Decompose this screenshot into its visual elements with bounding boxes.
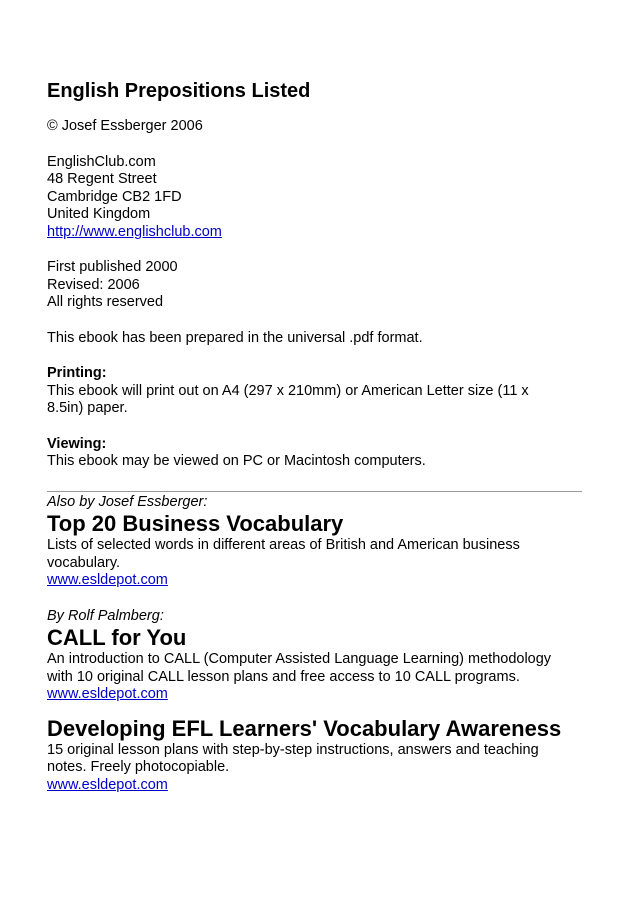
address-line: Cambridge CB2 1FD (47, 188, 182, 205)
viewing-text: This ebook may be viewed on PC or Macintosh computers. (47, 453, 426, 469)
book-byline: By Rolf Palmberg: (47, 607, 164, 624)
publication-info (47, 259, 582, 312)
book-description-line: 15 original lesson plans with step-by-step instructions, answers and teaching (47, 741, 539, 758)
address-line: United Kingdom (47, 206, 151, 222)
publisher-address (47, 154, 582, 242)
publisher-url-link[interactable]: http://www.englishclub.com (47, 223, 222, 240)
copyright: © Josef Essberger 2006 (47, 118, 203, 134)
revised-date: Revised: 2006 (47, 276, 140, 293)
book-title: Top 20 Business Vocabulary (47, 511, 344, 536)
address-line: 48 Regent Street (47, 171, 157, 187)
book-title: Developing EFL Learners' Vocabulary Awareness (47, 715, 562, 741)
book-link[interactable]: www.esldepot.com (47, 686, 168, 702)
book-link[interactable]: www.esldepot.com (47, 572, 168, 588)
book-description-line: vocabulary. (47, 554, 121, 571)
printing-section (47, 365, 582, 418)
book-byline: Also by Josef Essberger: (47, 493, 208, 510)
book-entry (47, 716, 582, 795)
book-description-line: notes. Freely photocopiable. (47, 759, 230, 775)
book-title: CALL for You (47, 625, 187, 650)
book-link[interactable]: www.esldepot.com (47, 776, 168, 793)
first-published: First published 2000 (47, 259, 178, 275)
book-description-line: Lists of selected words in different areas of British and American business (47, 537, 520, 553)
rights-statement: All rights reserved (47, 294, 164, 310)
document-title: English Prepositions Listed (47, 80, 311, 102)
printing-text-line: 8.5in) paper. (47, 400, 128, 416)
book-entry (47, 494, 582, 590)
book-description-line: An introduction to CALL (Computer Assisted Language Learning) methodology (47, 651, 552, 667)
document-page (47, 78, 582, 794)
book-description-line: with 10 original CALL lesson plans and free access to 10 CALL programs. (47, 668, 520, 685)
printing-heading: Printing: (47, 365, 107, 381)
printing-text-line: This ebook will print out on A4 (297 x 210mm) or American Letter size (11 x (47, 382, 529, 399)
format-note: This ebook has been prepared in the universal .pdf format. (47, 329, 423, 346)
viewing-section (47, 436, 582, 471)
book-entry (47, 608, 582, 704)
viewing-heading: Viewing: (47, 435, 107, 452)
address-line: EnglishClub.com (47, 153, 156, 170)
